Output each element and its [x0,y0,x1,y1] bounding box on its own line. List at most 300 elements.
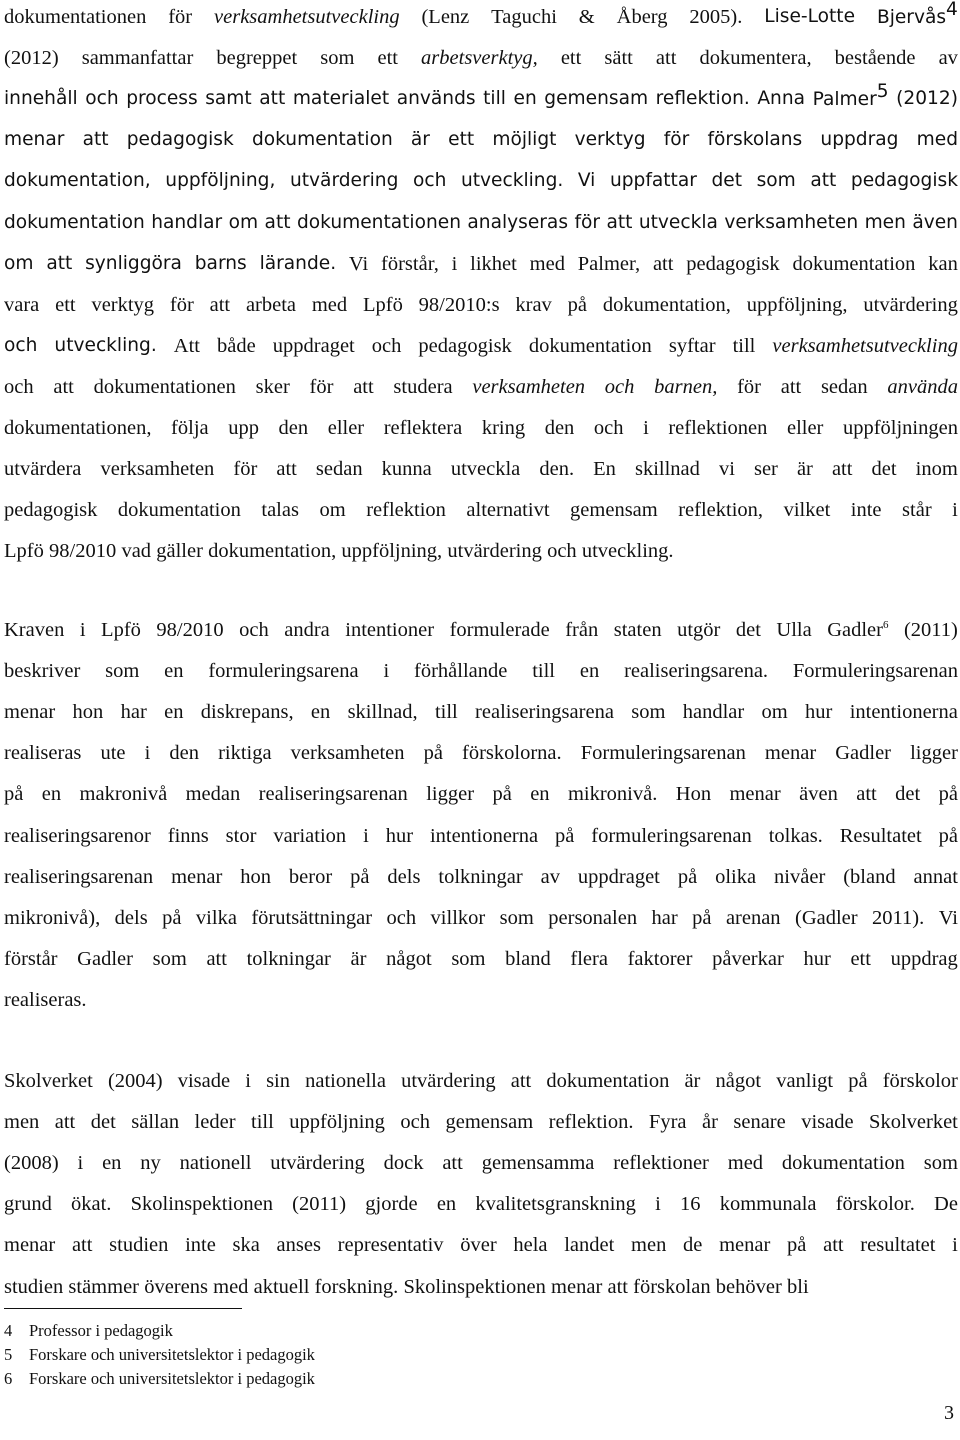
page-number: 3 [944,1402,954,1424]
word: att [264,211,291,233]
word: verksamheten [724,211,859,233]
word: och [85,88,119,110]
word: menar [4,129,65,151]
word: Taguchi [491,6,557,28]
word-with-footnote [827,613,888,647]
word: landet [564,1234,615,1257]
text-line [4,777,958,811]
footnote-text: Forskare och universitetslektor i pedagogik [29,1369,315,1388]
word: visade [801,1111,854,1134]
word: på [848,1070,868,1092]
word: uppföljning, [165,170,276,192]
word: som [152,947,187,970]
word: på [938,783,958,806]
text-line [4,1228,958,1262]
word: Åberg [616,6,668,28]
text-line [4,247,958,281]
word: eller [327,417,365,439]
word: dokumentation [528,334,652,357]
word: finns [167,824,209,847]
word: pedagogisk [4,499,98,522]
word: Bjervås [876,7,947,28]
word: realiseringsarena [475,701,614,724]
word: Skolinspektionen [403,1275,546,1298]
word: utvärdera [4,458,82,481]
word: forskning. [314,1275,399,1298]
word: står [902,499,932,522]
word: verktyg [574,129,646,151]
word: på [938,824,958,847]
word: på [492,783,512,806]
word: ser [753,458,778,481]
word: att [856,783,877,806]
word: med [311,293,348,316]
word: i [363,824,369,847]
word: nationella [305,1070,386,1092]
word: utvärdering [863,293,958,316]
word: att [276,458,297,481]
word: (2011) [903,619,958,641]
word: för [309,375,334,398]
word: utvärdering [401,1070,496,1092]
word: utveckling. [460,170,564,192]
word: 2005). [689,6,743,28]
word: ny [140,1152,161,1175]
word: att [607,1275,628,1298]
word: reflektionen [668,417,768,439]
word: dock [383,1152,424,1175]
word: stämmer [68,1275,139,1298]
word: förutsättningar [251,906,373,929]
word: tolkningar [438,865,523,888]
word: de [683,1234,703,1257]
word: till [732,334,756,357]
word: sedan [315,458,363,481]
text-line [4,206,958,240]
word: begreppet [216,47,298,70]
word: dokumentationen [93,375,236,398]
word: gjorde [365,1193,418,1216]
word: en [164,660,184,683]
word: att [823,1234,844,1257]
word: uppföljningen [842,417,958,439]
word: på [350,865,370,888]
word: dokumentationen [296,211,461,233]
word: utveckla [450,458,521,481]
text-line [4,329,958,363]
word: att [54,1111,76,1134]
word: menar [4,701,56,724]
text-line [4,452,958,486]
word: uppdrag [820,129,899,151]
word: dokumentation, [4,170,151,192]
word: att [353,375,374,398]
word: att [831,458,853,481]
footnote-text: Forskare och universitetslektor i pedagogik [29,1345,315,1364]
text-line [4,1187,958,1221]
word: kunna [381,458,432,481]
word: med [727,1152,764,1175]
word: utvärdering [289,170,399,192]
word: vilka [195,906,237,929]
word: eller [786,417,824,439]
word: Hon [675,783,712,806]
footnote-separator [4,1308,242,1309]
word: sker [255,375,290,398]
word: utveckling. [581,540,674,563]
word: menar [171,865,223,888]
word: En [593,458,616,481]
word: (Gadler [795,906,858,929]
word: att [510,1070,532,1092]
word: en [164,701,184,724]
word: som [923,1152,958,1175]
word: om [228,211,259,233]
word: behöver [715,1275,782,1298]
word: Gadler [827,619,883,641]
word: den [278,417,309,439]
footnote [4,1319,173,1343]
word: verksamheten [472,375,586,398]
word: realiseringsarena. [624,660,769,683]
word: (2012) [896,88,958,110]
word: hon [72,701,104,724]
word: 98/2010:s [418,293,500,316]
word: den. [539,458,575,481]
word: tolkas. [768,824,823,847]
word: visade [177,1070,231,1092]
word: makronivå [79,783,168,806]
word: i [655,1193,661,1216]
word: 98/2010 [156,619,224,641]
word: alternativt [466,499,550,522]
word: om [4,252,34,274]
word: att [810,170,837,192]
word: olika [715,865,757,888]
word: verksamheten [100,458,215,481]
word: använda [887,375,958,398]
word: Kraven [4,619,65,641]
word: till [251,1111,274,1134]
word: en [102,1152,122,1175]
word: överens [144,1275,208,1298]
word: villkor [430,906,486,929]
word: reflektioner [613,1152,709,1175]
word: upp [228,417,259,439]
word: en [579,660,600,683]
word: att [442,1152,463,1175]
word: dokumentation [251,129,393,151]
word: att [606,211,633,233]
word: realiseras [4,742,82,765]
word: uppdraget [272,334,355,357]
word: (bland [843,865,896,888]
word: förskolor. [835,1193,915,1216]
word: både [217,334,256,357]
word: resultatet [860,1234,936,1257]
word: en [41,783,62,806]
word: materialet [292,88,390,110]
word: att [71,1234,93,1257]
word: det [711,170,743,192]
word: dokumentation, [602,293,731,316]
word: gäller [156,540,203,563]
word: möjligt [492,129,557,151]
text-line [4,654,958,688]
word: realiseringsarenan [4,865,154,888]
word: för [663,129,690,151]
word: samt [205,88,252,110]
word: förstår [4,947,58,970]
word: ligger [910,742,958,765]
word: personalen [548,906,638,929]
word: och [593,417,624,439]
footnote-reference: 5 [876,82,889,103]
word: tolkningar [246,947,331,970]
word: Lpfö [4,540,44,563]
word: följa [171,417,209,439]
word: mikronivå), [4,906,101,929]
text-line [4,901,958,935]
word: vanligt [776,1070,834,1092]
word: att [259,88,286,110]
word: med [916,129,958,151]
word: handlar [682,701,745,724]
word: till [532,660,556,683]
word: förskolor [882,1070,958,1092]
word: hur [803,947,831,970]
word: sin [266,1070,290,1092]
word: pedagogisk [126,129,234,151]
word: den [544,417,575,439]
word: förskolorna. [462,742,562,765]
word: krav [515,293,552,316]
word: dokumentation [781,1152,905,1175]
word: sätt [604,47,633,70]
word: en [436,1193,457,1216]
word: att [652,252,674,275]
word: något [386,947,432,970]
word: ett [560,47,582,70]
word: uppdrag [890,947,958,970]
word: Lpfö [101,619,141,641]
footnote-text: Professor i pedagogik [29,1321,173,1340]
word: på [162,906,182,929]
word: dokumentationen, [4,417,152,439]
word: Att [173,334,200,357]
word: formuleringsarena [208,660,359,683]
word: en [530,783,550,806]
text-line [4,164,958,198]
word: Skolverket [4,1070,93,1092]
word: har [651,906,678,929]
word: utveckla [638,211,718,233]
word: beror [288,865,333,888]
word: och [604,375,635,398]
word: stor [225,824,257,847]
word: & [578,6,595,28]
word: reflektion. [548,1111,634,1134]
word: det [895,783,921,806]
word: hur [805,701,833,724]
word: dels [114,906,148,929]
word: och [412,170,447,192]
word: vi [718,458,735,481]
word: att [209,293,231,316]
word: av [938,47,958,70]
word: andra [284,619,330,641]
word: om [319,499,346,522]
word: dokumentera, [699,47,812,70]
word: och [400,1111,431,1134]
word: syftar [668,334,716,357]
word: kan [928,252,958,275]
word: bland [505,947,551,970]
word: barns [194,252,247,274]
footnote-number: 5 [4,1345,13,1364]
word: (2012) [4,47,59,70]
word: dokumentation [546,1070,670,1092]
word: verksamheten [290,742,405,765]
word: gemensam [570,499,658,522]
word: har [120,701,147,724]
word: ett [448,129,475,151]
word: inom [915,458,958,481]
word: analyseras [467,211,569,233]
word: arenan [725,906,781,929]
word: i [952,1234,958,1257]
text-line [4,983,958,1017]
word: är [410,129,430,151]
word: reflektera [383,417,463,439]
word: formulerade [449,619,550,641]
word: men [4,1111,40,1134]
word: att [46,252,73,274]
word: skillnad [634,458,700,481]
word: faktorer [627,947,693,970]
footnote-reference: 4 [946,0,958,21]
word: som [631,701,666,724]
word: till [483,88,506,110]
word: anses [276,1234,321,1257]
word: Resultatet [839,824,922,847]
text-line [4,41,958,75]
word: även [799,783,838,806]
word: i [383,660,390,683]
word: innehåll [4,88,78,110]
word: det [871,458,897,481]
word: Lpfö [362,293,403,316]
word: skillnad, [347,701,418,724]
word: annat [913,865,958,888]
word: Formuleringsarenan [792,660,958,683]
footnote [4,1367,315,1391]
word: formuleringsarenan [591,824,752,847]
word: dokumentationen [4,6,147,28]
word: förskolan [633,1275,711,1298]
word: ett [55,293,76,316]
word: till [434,701,458,724]
word: (2008) [4,1152,59,1175]
word: pedagogisk [418,334,512,357]
word: en [310,701,331,724]
word: i [77,1152,84,1175]
footnote-number: 4 [4,1321,13,1340]
word: att [82,129,109,151]
word: förskolans [707,129,803,151]
word: synliggöra [85,252,182,274]
text-line [4,1270,958,1304]
word: senare [733,1111,786,1134]
word: reflektion. [655,88,750,110]
word: utvärdering [447,540,542,563]
word: som [499,906,534,929]
word: Anna [757,88,806,110]
text-line [4,411,958,445]
word: menar [729,783,781,806]
word: Palmer [812,89,877,111]
word: ligger [426,783,475,806]
word: hela [513,1234,548,1257]
word: Gadler [835,742,892,765]
word: sällan [131,1111,180,1134]
word: används [396,88,476,110]
word: lärande. [259,252,337,274]
text-line [4,370,958,404]
word: men [864,211,906,233]
word: vilket [783,499,831,522]
word: handlar [151,211,223,233]
word: Vi [348,252,369,275]
word: flera [570,947,608,970]
word: att [655,47,677,70]
word: Skolverket [869,1111,958,1134]
word: process [126,88,198,110]
word: av [540,865,560,888]
word: är [796,458,813,481]
word: Palmer, [577,252,641,275]
text-line [4,0,958,34]
word: och [239,619,269,641]
word: och [371,334,402,357]
word: menar [551,1275,603,1298]
word: på [423,742,443,765]
word: dokumentation [4,211,145,233]
word: på [555,824,575,847]
word: diskrepans, [200,701,294,724]
word: dokumentation [117,499,241,522]
word: aktuell [253,1275,310,1298]
word: kvalitetsgranskning [475,1193,636,1216]
word: år [701,1111,718,1134]
word: intentioner [345,619,435,641]
text-line [4,695,958,729]
word: uppföljning, [341,540,443,563]
word: kring [481,417,526,439]
word: uppdraget [577,865,660,888]
text-line [4,1146,958,1180]
word: (2011) [292,1193,347,1216]
word: och [4,375,34,398]
word: om [761,701,788,724]
text-line [4,1105,958,1139]
text-line [4,534,958,568]
word: Lise-Lotte [764,6,856,27]
word: arbetsverktyg, [421,47,538,70]
word: Vi [577,170,596,192]
word: inte [850,499,882,522]
word: mikronivå. [567,783,658,806]
